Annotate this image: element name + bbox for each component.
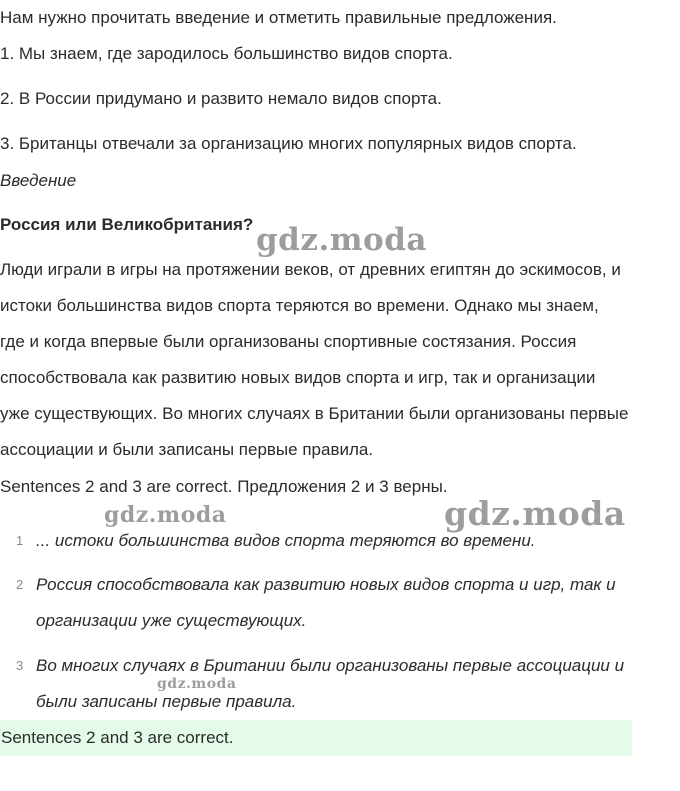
conclusion-text: Sentences 2 and 3 are correct. Предложения 2 и 3 верны. (0, 477, 448, 496)
paragraph-line-2: истоки большинства видов спорта теряются во времени. Однако мы знаем, (0, 296, 599, 315)
watermark: gdz.moda (444, 494, 626, 533)
sentence-2: 2. В России придумано и развито немало видов спорта. (0, 89, 442, 108)
evidence-line: ... истоки большинства видов спорта теряются во времени. (36, 531, 536, 550)
article-heading: Россия или Великобритания? (0, 215, 254, 234)
paragraph-line-5: уже существующих. Во многих случаях в Британии были организованы первые (0, 404, 629, 423)
paragraph-line-3: где и когда впервые были организованы спортивные состязания. Россия (0, 332, 577, 351)
list-number: 1 (16, 533, 24, 548)
intro-text: Нам нужно прочитать введение и отметить правильные предложения. (0, 8, 557, 27)
section-label: Введение (0, 171, 77, 190)
sentence-1: 1. Мы знаем, где зародилось большинство видов спорта. (0, 44, 453, 63)
list-number: 2 (16, 577, 24, 592)
sentence-3: 3. Британцы отвечали за организацию многих популярных видов спорта. (0, 134, 577, 153)
paragraph-line-1: Люди играли в игры на протяжении веков, от древних египтян до эскимосов, и (0, 260, 621, 279)
evidence-line: Россия способствовала как развитию новых видов спорта и игр, так и (36, 575, 616, 594)
evidence-line: были записаны первые правила. (36, 692, 297, 711)
watermark: gdz.moda (256, 222, 427, 258)
evidence-line: Во многих случаях в Британии были организованы первые ассоциации и (36, 656, 625, 675)
answer-text: Sentences 2 and 3 are correct. (1, 728, 234, 747)
watermark: gdz.moda (157, 676, 237, 692)
evidence-line: организации уже существующих. (36, 611, 307, 630)
list-number: 3 (16, 658, 24, 673)
watermark: gdz.moda (104, 502, 227, 528)
paragraph-line-6: ассоциации и были записаны первые правила. (0, 440, 374, 459)
paragraph-line-4: способствовала как развитию новых видов спорта и игр, так и организации (0, 368, 596, 387)
